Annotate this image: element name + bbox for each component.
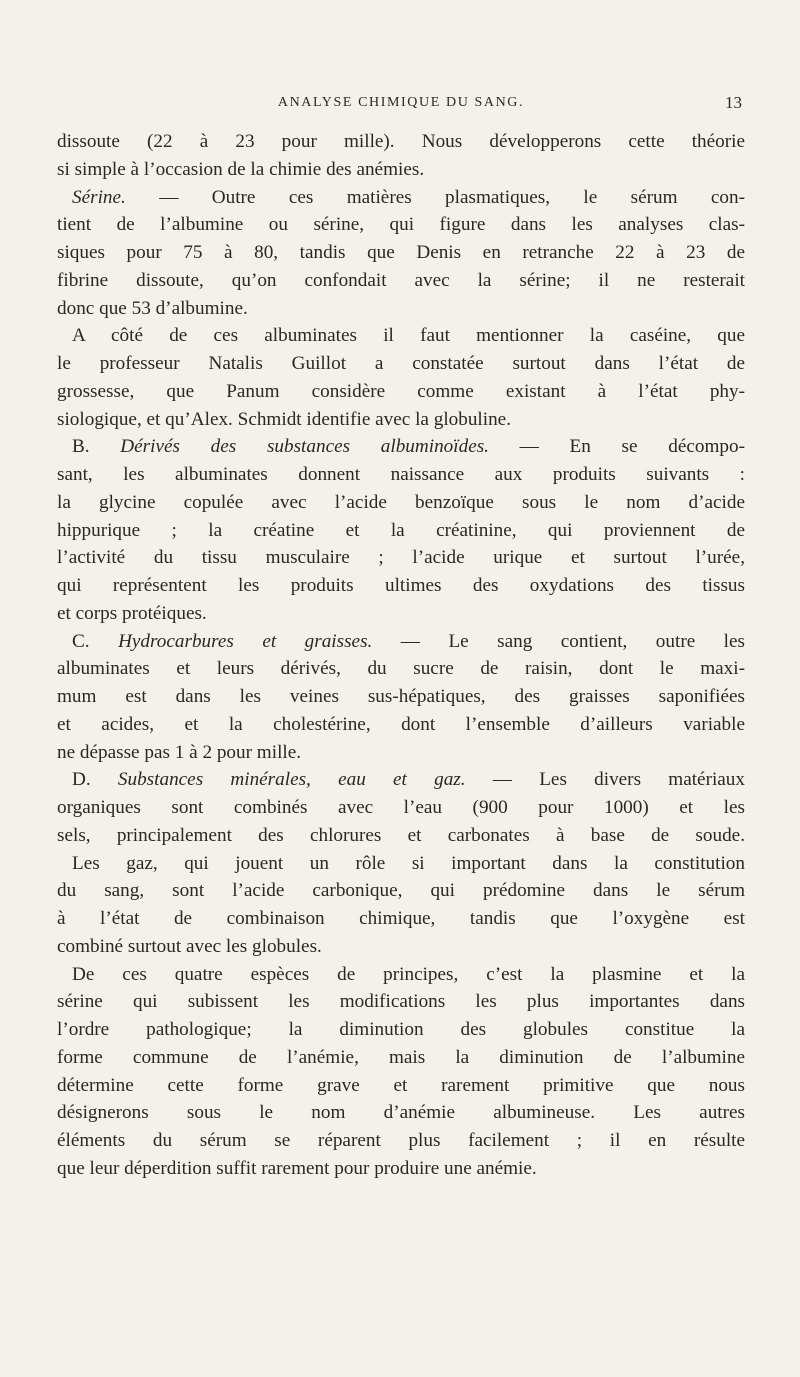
section-letter: D. [72,769,118,791]
text-line [57,1016,745,1044]
text-line [57,961,745,989]
line-text: éléments du sérum se réparent plus facilement ; il en résulte [57,1130,745,1151]
text-line [57,406,745,434]
text-line [57,489,745,517]
line-text: — Le sang contient, outre les [372,630,745,652]
text-line [57,600,745,628]
text-line [57,655,745,683]
running-title: ANALYSE CHIMIQUE DU SANG. [277,95,525,110]
line-text: à l’état de combinaison chimique, tandis que l’oxygène est [57,908,745,929]
line-text: tient de l’albumine ou sérine, qui figure dans les analyses clas- [57,214,745,236]
text-line [57,156,745,184]
text-line [57,683,745,711]
text-line [57,295,745,323]
line-text: l’activité du tissu musculaire ; l’acide urique et surtout l’urée, [57,547,745,569]
line-text: que leur déperdition suffit rarement pour produire une anémie. [57,1157,537,1179]
running-head [60,92,742,114]
text-line [57,267,745,295]
text-line [57,1155,745,1183]
line-text: grossesse, que Panum considère comme existant à l’état phy- [57,380,745,402]
line-text: fibrine dissoute, qu’on confondait avec la sérine; il ne resterait [57,269,745,291]
line-text: le professeur Natalis Guillot a constatée surtout dans l’état de [57,353,745,374]
section-heading: Sérine. [72,186,126,208]
line-text: — En se décompo- [488,436,745,458]
text-line [57,988,745,1016]
text-line [57,1127,745,1155]
line-text: si simple à l’occasion de la chimie des anémies. [57,158,425,180]
body-text [57,128,745,1183]
text-line [57,572,745,600]
line-text: sérine qui subissent les modifications les plus importantes dans [57,991,745,1013]
text-line [57,239,745,267]
section-letter: C. [72,630,119,652]
line-text: dissoute (22 à 23 pour mille). Nous développerons cette théorie [57,131,745,152]
text-line [57,739,745,767]
line-text: donc que 53 d’albumine. [57,297,248,319]
line-text: organiques sont combinés avec l’eau (900 pour 1000) et les [57,797,745,818]
line-text: sels, principalement des chlorures et carbonates à base de soude. [57,824,745,846]
text-line [57,711,745,739]
line-text: et acides, et la cholestérine, dont l’ensemble d’ailleurs variable [57,713,745,735]
line-text: sant, les albuminates donnent naissance aux produits suivants : [57,464,745,485]
text-line [57,877,745,905]
line-text: combiné surtout avec les globules. [57,935,322,957]
page-number: 13 [725,93,742,112]
text-line [57,350,745,378]
line-text: siques pour 75 à 80, tandis que Denis en retranche 22 à 23 de [57,242,745,263]
line-text: qui représentent les produits ultimes des oxydations des tissus [57,575,745,596]
text-line [57,433,745,461]
text-line [57,822,745,850]
text-line [57,544,745,572]
text-line [57,1044,745,1072]
line-text: hippurique ; la créatine et la créatinine, qui proviennent de [57,519,745,541]
line-text: mum est dans les veines sus-hépatiques, des graisses saponifiées [57,686,745,707]
line-text: siologique, et qu’Alex. Schmidt identifie avec la globuline. [57,408,511,430]
line-text: — Outre ces matières plasmatiques, le sérum con- [125,186,745,208]
text-line [57,184,745,212]
text-line [57,905,745,933]
text-line [57,628,745,656]
line-text: Les gaz, qui jouent un rôle si important dans la constitution [72,852,745,874]
line-text: désignerons sous le nom d’anémie albumineuse. Les autres [57,1102,745,1124]
line-text: A côté de ces albuminates il faut mentionner la caséine, que [72,325,745,347]
section-heading: Substances minérales, eau et gaz. [117,769,466,791]
text-line [57,211,745,239]
line-text: forme commune de l’anémie, mais la diminution de l’albumine [57,1046,745,1068]
text-line [57,461,745,489]
section-letter: B. [72,436,121,458]
section-heading: Hydrocarbures et graisses. [118,630,373,652]
line-text: du sang, sont l’acide carbonique, qui prédomine dans le sérum [57,880,745,902]
text-line [57,1072,745,1100]
line-text: détermine cette forme grave et rarement primitive que nous [57,1074,745,1096]
text-line [57,850,745,878]
text-line [57,933,745,961]
text-line [57,322,745,350]
line-text: De ces quatre espèces de principes, c’est la plasmine et la [72,963,745,985]
line-text: et corps protéiques. [57,602,207,624]
text-line [57,1099,745,1127]
line-text: — Les divers matériaux [465,769,745,791]
text-line [57,128,745,156]
text-line [57,794,745,822]
line-text: la glycine copulée avec l’acide benzoïque sous le nom d’acide [57,491,745,513]
line-text: l’ordre pathologique; la diminution des globules constitue la [57,1019,745,1040]
text-line [57,517,745,545]
section-heading: Dérivés des substances albuminoïdes. [120,436,489,458]
line-text: ne dépasse pas 1 à 2 pour mille. [57,741,302,763]
text-line [57,378,745,406]
line-text: albuminates et leurs dérivés, du sucre de raisin, dont le maxi- [57,658,745,680]
text-line [57,766,745,794]
